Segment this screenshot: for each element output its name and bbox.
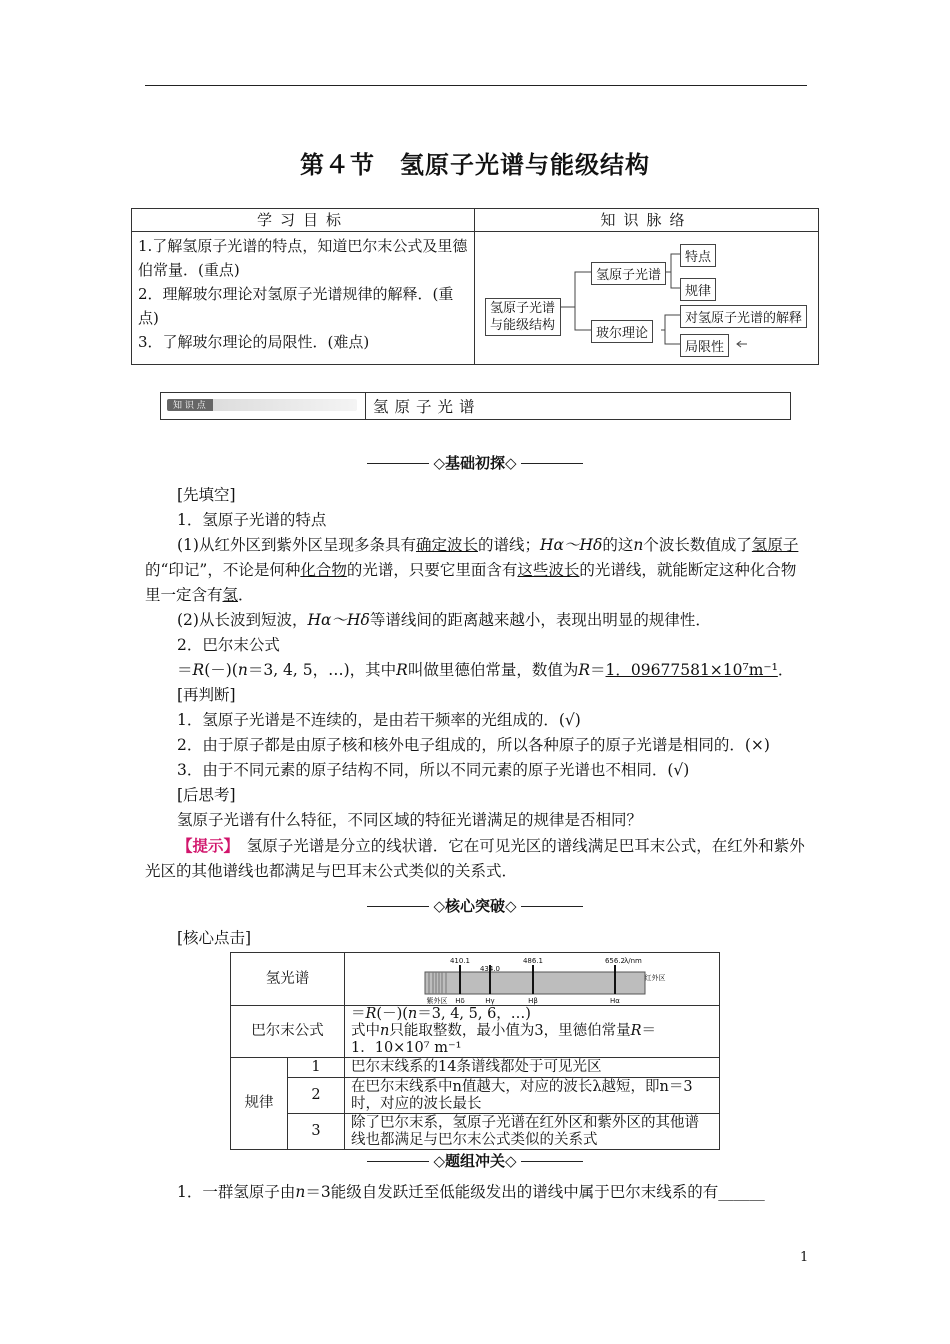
- judge-item: 3．由于不同元素的原子结构不同，所以不同元素的原子光谱也不相同．(√): [177, 761, 690, 779]
- rule-text: 除了巴尔末系，氢原子光谱在红外区和紫外区的其他谱线也都满足与巴尔末公式类似的关系式: [345, 1114, 720, 1150]
- section-core-heading: ◇核心突破◇: [0, 895, 950, 916]
- item1-title: 1．氢原子光谱的特点: [177, 511, 327, 529]
- goal-item: 3．了解玻尔理论的局限性．(难点): [138, 333, 370, 351]
- rule-text: 在巴尔末线系中n值越大，对应的波长λ越短，即n＝3时，对应的波长最长: [345, 1078, 720, 1114]
- rule-num: 1: [288, 1058, 345, 1078]
- tip-label: 【提示】: [177, 836, 232, 855]
- objectives-table: [131, 208, 819, 365]
- goal-item: 1.了解氢原子光谱的特点，知道巴尔末公式及里德伯常量．(重点): [138, 237, 468, 279]
- practice-question: 1．一群氢原子由n＝3能级自发跃迁至低能级发出的谱线中属于巴尔末线系的有______: [177, 1183, 765, 1201]
- item1-paragraph1: (1)从红外区到紫外区呈现多条具有确定波长的谱线；Hα～Hδ的这n个波长数值成了氢原子的“印记”，不论是何种化合物的光谱，只要它里面含有这些波长的光谱线，就能断定这种化合物里一定含有氢．: [145, 536, 799, 604]
- objectives-header-right: 知识脉络: [475, 209, 819, 232]
- mindmap-branch-bohr: 玻尔理论: [591, 320, 653, 343]
- spectrum-name-label: Hβ: [528, 997, 538, 1005]
- rule-num: 2: [288, 1078, 345, 1114]
- row-formula-head: 巴尔末公式: [231, 1006, 345, 1058]
- judge-item: 2．由于原子都是由原子核和核外电子组成的，所以各种原子的原子光谱是相同的．(×): [177, 736, 770, 754]
- mindmap-branch-spectrum: 氢原子光谱: [591, 262, 666, 285]
- mindmap-leaf-explanation: 对氢原子光谱的解释: [680, 305, 807, 328]
- spectrum-ir-label: 红外区: [644, 974, 666, 982]
- objectives-goals: [132, 232, 475, 365]
- judge-label: [再判断]: [177, 686, 236, 704]
- knowledge-mindmap: [475, 232, 819, 365]
- core-summary-table: [230, 952, 720, 1150]
- knowledge-point-bar: [160, 392, 791, 420]
- page-title: 第４节 氢原子光谱与能级结构: [300, 151, 650, 179]
- section-practice-heading: ◇题组冲关◇: [0, 1150, 950, 1171]
- spectrum-uv-label: 紫外区: [426, 997, 448, 1005]
- row-spectrum-head: 氢光谱: [231, 953, 345, 1006]
- spectrum-line-label: 434.0: [479, 965, 501, 973]
- header-rule: [145, 85, 807, 86]
- rule-text: 巴尔末线系的14条谱线都处于可见光区: [345, 1058, 720, 1078]
- knowledge-point-badge: 知 识 点: [167, 399, 357, 411]
- spectrum-line-label: 486.1: [522, 957, 544, 965]
- rule-head: 规律: [231, 1058, 288, 1150]
- goal-item: 2．理解玻尔理论对氢原子光谱规律的解释．(重点): [138, 285, 454, 327]
- hydrogen-spectrum-figure: [415, 953, 715, 1005]
- spectrum-name-label: Hα: [610, 997, 620, 1005]
- rule-num: 3: [288, 1114, 345, 1150]
- spectrum-name-label: Hδ: [455, 997, 465, 1005]
- basic-section-body: [145, 483, 807, 884]
- balmer-formula: ＝R(－)(n＝3, 4, 5，…)，其中R叫做里德伯常量，数值为R＝1．09677581×10⁷m⁻¹．: [177, 661, 794, 679]
- item1-paragraph2: (2)从长波到短波，Hα～Hδ等谱线间的距离越来越小，表现出明显的规律性．: [177, 611, 711, 629]
- judge-item: 1．氢原子光谱是不连续的，是由若干频率的光组成的．(√): [177, 711, 581, 729]
- objectives-header-left: 学习目标: [132, 209, 475, 232]
- mindmap-leaf-rules: 规律: [680, 278, 716, 301]
- section-basic-heading: ◇基础初探◇: [0, 452, 950, 473]
- mindmap-leaf-features: 特点: [680, 244, 716, 267]
- think-question: 氢原子光谱有什么特征，不同区域的特征光谱满足的规律是否相同？: [177, 811, 643, 829]
- row-formula-content: ＝R(－)(n＝3, 4, 5, 6，…) 式中n只能取整数，最小值为3，里德伯常量R＝ 1．10×10⁷ m⁻¹: [345, 1006, 720, 1058]
- spectrum-line-label: 656.2: [604, 957, 626, 965]
- core-label: [核心点击]: [177, 929, 252, 947]
- tip-paragraph: 【提示】 氢原子光谱是分立的线状谱．它在可见光区的谱线满足巴耳末公式，在红外和紫外光区的其他谱线也都满足与巴耳末公式类似的关系式．: [145, 836, 805, 880]
- knowledge-point-title: 氢原子光谱: [373, 398, 481, 416]
- mindmap-leaf-limitations: 局限性: [680, 334, 729, 357]
- spectrum-line-label: 410.1: [449, 957, 471, 965]
- knowledge-point-divider: [365, 393, 366, 419]
- page-number: 1: [800, 1250, 809, 1265]
- fill-label: [先填空]: [177, 486, 236, 504]
- mindmap-root: 氢原子光谱与能级结构: [485, 298, 561, 336]
- core-label-line: [145, 926, 807, 951]
- item2-title: 2．巴尔末公式: [177, 636, 280, 654]
- spectrum-unit-label: λ/nm: [624, 957, 642, 965]
- spectrum-name-label: Hγ: [485, 997, 495, 1005]
- row-spectrum-figure: [345, 953, 720, 1006]
- think-label: [后思考]: [177, 786, 236, 804]
